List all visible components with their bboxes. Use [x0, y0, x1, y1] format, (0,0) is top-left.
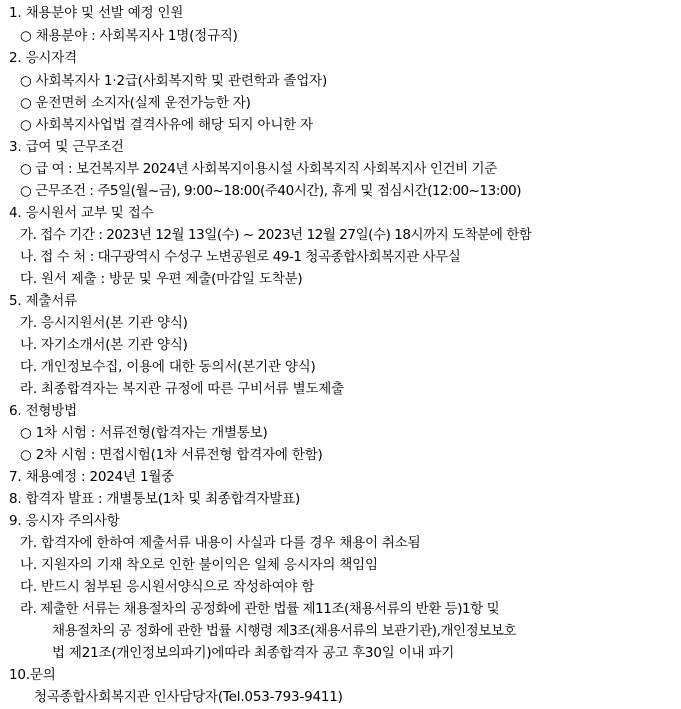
- recruit-field-item: ○ 채용분야 : 사회복지사 1명(정규직): [20, 28, 238, 44]
- section-3-heading: 3. 급여 및 근무조건: [9, 139, 124, 155]
- section-4-heading: 4. 응시원서 교부 및 접수: [9, 205, 154, 221]
- application-place-item: 나. 접 수 처 : 대구광역시 수성구 노변공원로 49-1 청곡종합사회복지관 사무실: [20, 249, 461, 265]
- document-item-1: 가. 응시지원서(본 기관 양식): [20, 315, 188, 331]
- notice-item-4-continued-2: 법 제21조(개인정보의파기)에따라 최종합격자 공고 후30일 이내 파기: [52, 645, 455, 661]
- notice-item-1: 가. 합격자에 한하여 제출서류 내용이 사실과 다를 경우 채용이 취소됨: [20, 535, 421, 551]
- submission-method-item: 다. 원서 제출 : 방문 및 우편 제출(마감일 도착분): [20, 271, 303, 287]
- section-8-heading: 8. 합격자 발표 : 개별통보(1차 및 최종합격자발표): [9, 491, 301, 507]
- contact-info: 청곡종합사회복지관 인사담당자(Tel.053-793-9411): [34, 689, 343, 705]
- section-9-heading: 9. 응시자 주의사항: [9, 513, 120, 529]
- screening-item-1: ○ 1차 시험 : 서류전형(합격자는 개별통보): [20, 425, 268, 441]
- section-1-heading: 1. 채용분야 및 선발 예정 인원: [9, 5, 184, 21]
- qualification-item-2: ○ 운전면허 소지자(실제 운전가능한 자): [20, 95, 251, 111]
- notice-item-4: 라. 제출한 서류는 채용절차의 공정화에 관한 법률 제11조(채용서류의 반환 등)1항 및: [20, 601, 500, 617]
- section-5-heading: 5. 제출서류: [9, 293, 77, 309]
- section-7-heading: 7. 채용예정 : 2024년 1월중: [9, 469, 175, 485]
- document-item-2: 나. 자기소개서(본 기관 양식): [20, 337, 188, 353]
- qualification-item-1: ○ 사회복지사 1·2급(사회복지학 및 관련학과 졸업자): [20, 73, 328, 89]
- document-item-3: 다. 개인정보수집, 이용에 대한 동의서(본기관 양식): [20, 359, 316, 375]
- section-6-heading: 6. 전형방법: [9, 403, 77, 419]
- section-2-heading: 2. 응시자격: [9, 50, 77, 66]
- screening-item-2: ○ 2차 시험 : 면접시험(1차 서류전형 합격자에 한함): [20, 447, 323, 463]
- notice-item-4-continued-1: 채용절차의 공 정화에 관한 법률 시행령 제3조(채용서류의 보관기관),개인정보보호: [52, 623, 517, 639]
- qualification-item-3: ○ 사회복지사업법 결격사유에 해당 되지 아니한 자: [20, 117, 313, 133]
- notice-item-2: 나. 지원자의 기재 착오로 인한 불이익은 일체 응시자의 책임임: [20, 557, 378, 573]
- notice-item-3: 다. 반드시 첨부된 응시원서양식으로 작성하여야 함: [20, 579, 315, 595]
- section-10-heading: 10.문의: [9, 667, 56, 683]
- application-period-item: 가. 접수 기간 : 2023년 12월 13일(수) ~ 2023년 12월 27일(수) 18시까지 도착분에 한함: [20, 227, 532, 243]
- work-condition-item: ○ 근무조건 : 주5일(월~금), 9:00~18:00(주40시간), 휴게 및 점심시간(12:00~13:00): [20, 183, 522, 199]
- document-item-4: 라. 최종합격자는 복지관 규정에 따른 구비서류 별도제출: [20, 381, 344, 397]
- salary-item: ○ 급 여 : 보건복지부 2024년 사회복지이용시설 사회복지직 사회복지사 인건비 기준: [20, 161, 497, 177]
